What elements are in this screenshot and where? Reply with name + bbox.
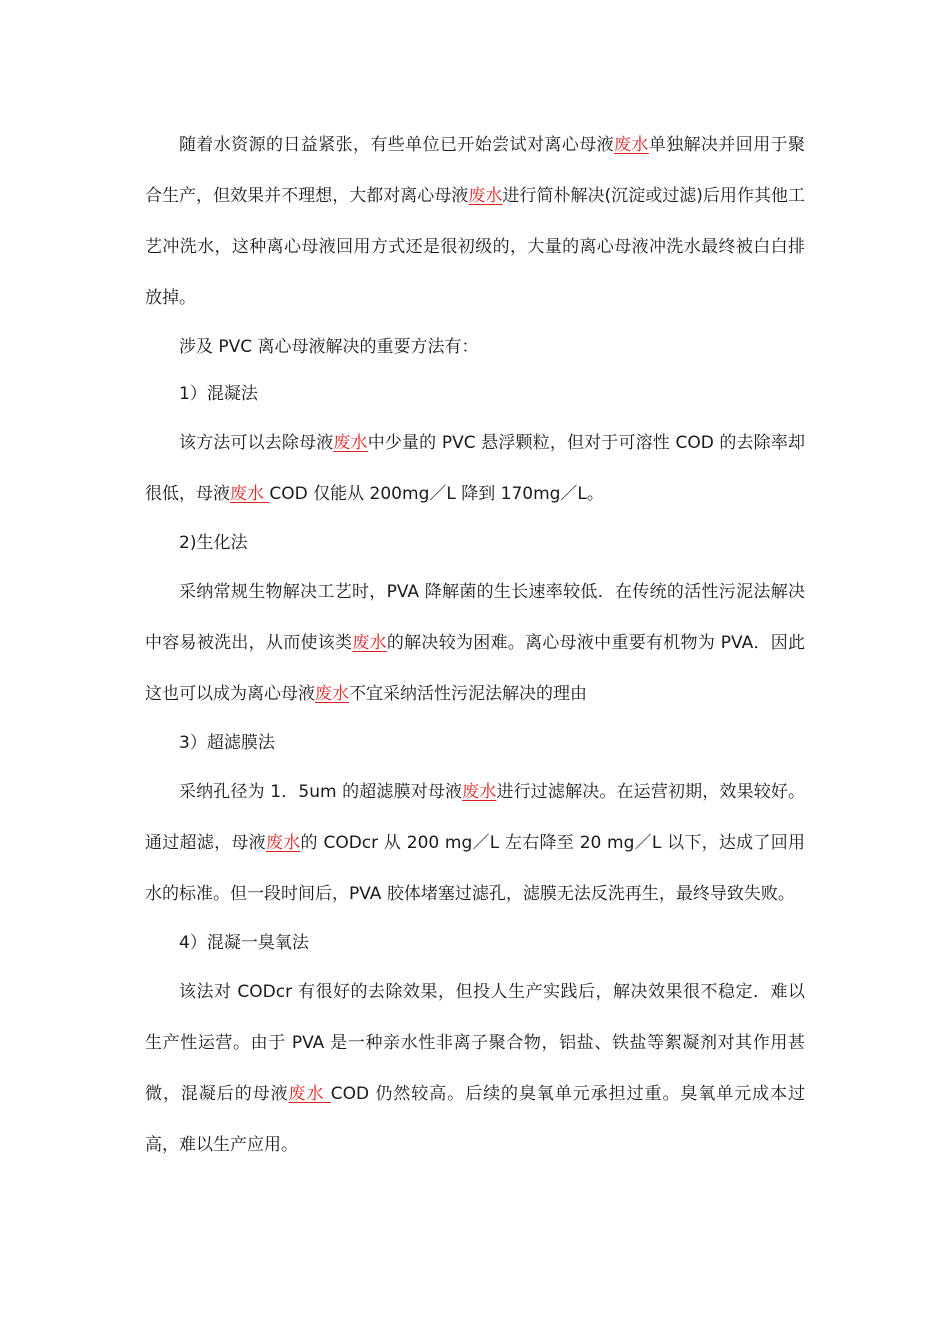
text-segment: 采纳常规生物解决工艺时，PVA 降解菌的生长速率较低．在传统的活性污泥法解决中容易被洗出，从而使该类 [145,582,805,653]
wastewater-link[interactable]: 废水 [614,135,649,155]
text-segment: COD 仍然较高。后续的臭氧单元承担过重。臭氧单元成本过高，难以生产应用。 [145,1084,806,1155]
paragraph-coagulation-ozone [145,967,805,1171]
heading-biochemical [145,520,805,567]
document-body [145,120,805,1171]
text-segment: 单独解决并回用于聚合生产，但效果并不理想，大都对离心母液 [145,135,806,206]
wastewater-link[interactable]: 废水 [468,186,503,206]
wastewater-link[interactable]: 废水 [315,684,349,704]
text-segment: 采纳孔径为 1．5um 的超滤膜对母液 [179,782,463,802]
wastewater-link[interactable]: 废水 [462,782,497,802]
section-heading: 1）混凝法 [179,384,258,404]
section-heading: 2)生化法 [179,533,248,553]
text-segment: 该方法可以去除母液 [179,433,334,453]
text-segment: 中少量的 PVC 悬浮颗粒，但对于可溶性 COD 的去除率却很低，母液 [145,433,805,504]
wastewater-link[interactable]: 废水 [333,433,368,453]
heading-ultrafiltration [145,720,805,767]
section-heading: 4）混凝一臭氧法 [179,933,309,953]
paragraph-intro [145,120,805,324]
paragraph-ultrafiltration [145,767,805,920]
text-segment: 的解决较为困难。离心母液中重要有机物为 PVA．因此这也可以成为离心母液 [145,633,806,704]
text-segment: 随着水资源的日益紧张，有些单位已开始尝试对离心母液 [179,135,614,155]
wastewater-link[interactable]: 废水 [265,833,301,853]
methods-lead [145,324,805,371]
text-segment: 进行过滤解决。在运营初期，效果较好。通过超滤，母液 [145,782,806,853]
wastewater-link[interactable]: 废水 [230,484,270,504]
paragraph-biochemical [145,567,805,720]
text-segment: 不宜采纳活性污泥法解决的理由 [349,684,587,704]
section-heading: 3）超滤膜法 [179,733,275,753]
heading-coagulation-ozone [145,920,805,967]
wastewater-link[interactable]: 废水 [288,1084,331,1104]
text-segment: 涉及 PVC 离心母液解决的重要方法有： [179,337,479,357]
text-segment: COD 仅能从 200mg／L 降到 170mg／L。 [269,484,604,504]
paragraph-coagulation [145,418,805,520]
text-segment: 该法对 CODcr 有很好的去除效果，但投人生产实践后，解决效果很不稳定．难以生产性运营。由于 PVA 是一种亲水性非离子聚合物，铝盐、铁盐等絮凝剂对其作用甚微，混凝后的母液 [145,982,805,1104]
heading-coagulation [145,371,805,418]
text-segment: 进行简朴解决(沉淀或过滤)后用作其他工艺冲洗水，这种离心母液回用方式还是很初级的，大量的离心母液冲洗水最终被白白排放掉。 [145,186,806,308]
text-segment: 的 CODcr 从 200 mg／L 左右降至 20 mg／L 以下，达成了回用水的标准。但一段时间后，PVA 胶体堵塞过滤孔，滤膜无法反洗再生，最终导致失败。 [145,833,806,904]
wastewater-link[interactable]: 废水 [352,633,387,653]
